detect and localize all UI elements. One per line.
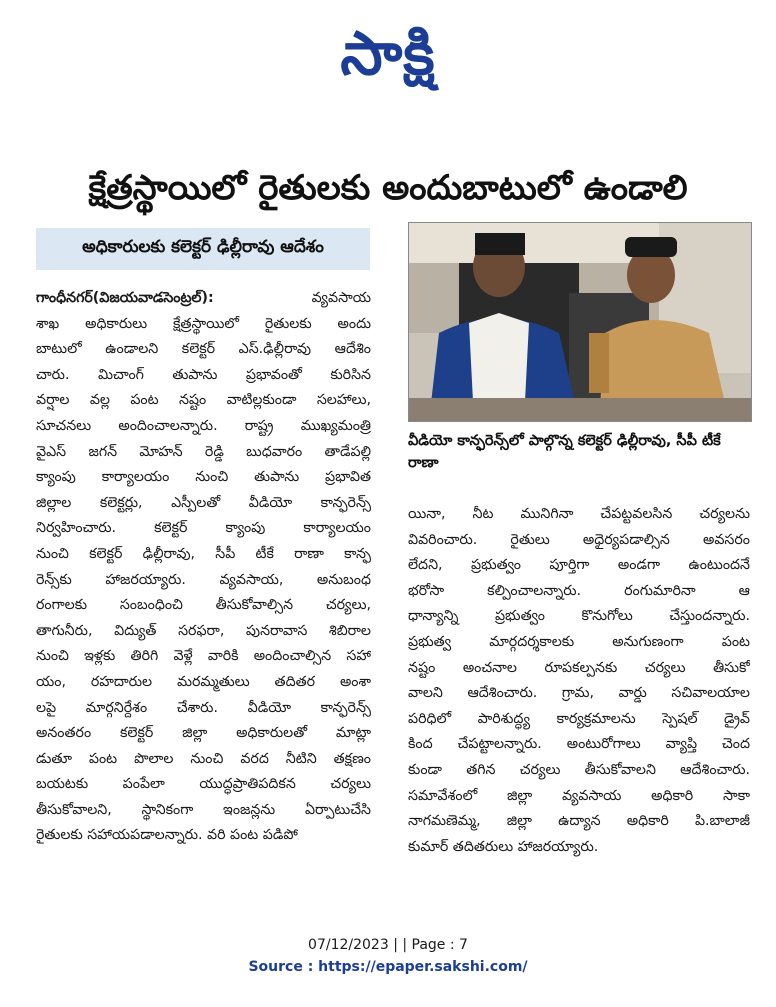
column-line: భరోసా కల్పించాలన్నారు. రంగుమారినా ఆ [408,582,750,599]
column-line: కింద చేపట్టాలన్నారు. అంటురోగాలు వ్యాప్తి చెంద [408,736,750,753]
column-line: లేదని, ప్రభుత్వం పూర్తిగా అండగా ఉంటుందనే [408,557,750,574]
column-line: క్యాంపు కార్యాలయం నుంచి తుపాను ప్రభావిత [36,469,371,486]
meeting-photo [408,222,752,422]
column-line: జిల్లాల కలెక్టర్లు, ఎస్పీలతో వీడియో కాన్ఫరెన్స్ [36,494,371,511]
article-column-1 [36,286,371,849]
column-line: తీసుకోవాలని, స్థానికంగా ఇంజన్లను ఏర్పాటుచేసి [36,801,371,818]
column-line: రంగాలకు సంబంధించి తీసుకోవాల్సిన చర్యలు, [36,597,371,614]
dateline: గాంధీనగర్(విజయవాడసెంట్రల్): [36,290,214,306]
article-subheadline: అధికారులకు కలెక్టర్ ఢిల్లీరావు ఆదేశం [36,228,370,270]
column-line: చారు. మిచాంగ్ తుపాను ప్రభావంతో కురిసిన [36,366,371,383]
article-headline: క్షేత్రస్థాయిలో రైతులకు అందుబాటులో ఉండాలి [88,168,688,208]
column-line: శాఖ అధికారులు క్షేత్రస్థాయిలో రైతులకు అందు [36,315,371,332]
column-line: నష్టం అంచనాల రూపకల్పనకు చర్యలు తీసుకో [408,659,750,676]
column-line: కుండా తగిన చర్యలు తీసుకోవాలని ఆదేశించారు. [408,761,750,778]
column-line: అనంతరం కలెక్టర్ జిల్లా అధికారులతో మాట్లా [36,725,371,742]
column-line: బయటకు పంపేలా యుద్ధప్రాతిపదికన చర్యలు [36,776,371,793]
column-line: లపై మార్గనిర్దేశం చేశారు. వీడియో కాన్ఫరెన్స్ [36,699,371,716]
column-line: సమావేశంలో జిల్లా వ్యవసాయ అధికారి సాకా [408,787,750,804]
column-line: నాగమణెమ్మ, జిల్లా ఉద్యాన అధికారి పి.బాలాజీ [408,813,750,830]
meeting-photo-illustration [409,223,751,421]
column-line: ప్రభుత్వ మార్గదర్శకాలకు అనుగుణంగా పంట [408,633,750,650]
column-line: వర్షాల వల్ల పంట నష్టం వాటిల్లకుండా సలహాలు, [36,392,371,409]
column-line: వివరించారు. రైతులు అధైర్యపడాల్సిన అవసరం [408,531,750,548]
column-line: సూచనలు అందించాలన్నారు. రాష్ట్ర ముఖ్యమంత్రి [36,417,371,434]
column-line: నుంచి కలెక్టర్ ఢిల్లీరావు, సీపీ టీకే రాణా కాన్ఫ [36,545,371,562]
source-link[interactable]: Source : https://epaper.sakshi.com/ [248,959,528,975]
column-line: తాగునీరు, విద్యుత్ సరఫరా, పునరావాస శిబిరాల [36,622,371,639]
column-line: యం, రహదారుల మరమ్మతులు తదితర అంశా [36,673,371,690]
article-column-2 [408,502,750,860]
column-line: యినా, నీట మునిగినా చేపట్టవలసిన చర్యలను [408,506,750,522]
column-line: కుమార్ తదితరులు హాజరయ్యారు. [408,838,599,855]
column-line: బాటులో ఉండాలని కలెక్టర్ ఎస్.ఢిల్లీరావు ఆదేశిం [36,341,371,358]
column-line: వాలని ఆదేశించారు. గ్రామ, వార్డు సచివాలయాల [408,685,750,702]
date-page-info: 07/12/2023 | | Page : 7 [308,937,468,953]
masthead-logo [0,14,776,94]
photo-caption: వీడియో కాన్ఫరెన్స్‌లో పాల్గొన్న కలెక్టర్ ఢిల్లీరావు, సీపీ టీకే రాణా [408,433,721,471]
page-footer [0,934,776,978]
column-line: వైఎస్ జగన్ మోహన్ రెడ్డి బుధవారం తాడేపల్లి [36,443,371,460]
column-line: రైతులకు సహాయపడాలన్నారు. వరి పంట పడిపో [36,827,298,844]
column-line: పరిధిలో పారిశుద్ధ్య కార్యక్రమాలను స్పెషల్ డ్రైవ్ [408,710,750,727]
column-line: రెన్స్‌కు హాజరయ్యారు. వ్యవసాయ, అనుబంధ [36,571,371,588]
column-line: ధాన్యాన్ని ప్రభుత్వం కొనుగోలు చేస్తుందన్నారు. [408,608,750,625]
logo-text: సాక్షి [340,19,436,89]
column-line: నుంచి ఇళ్లకు తిరిగి వెళ్లే వారికి అందించాల్సిన సహా [36,648,371,665]
column-line: నిర్వహించారు. కలెక్టర్ క్యాంపు కార్యాలయం [36,520,371,537]
column-line: డుతూ పంట పొలాల నుంచి వరద నీటిని తక్షణం [36,750,371,767]
column-line: గాంధీనగర్(విజయవాడసెంట్రల్): వ్యవసాయ [36,290,371,306]
